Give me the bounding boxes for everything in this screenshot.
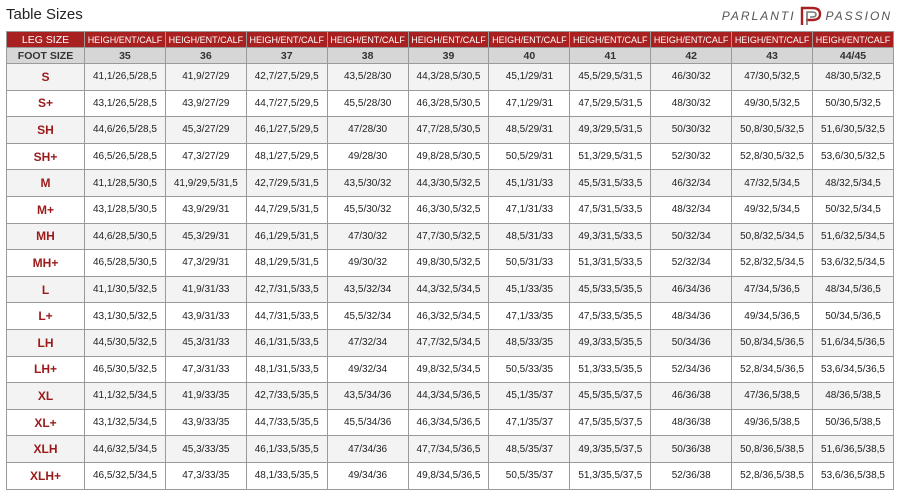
measurement-cell: 46,5/30,5/32,5 <box>85 356 166 383</box>
measurement-cell: 44,3/32,5/34,5 <box>408 276 489 303</box>
measurement-cell: 48/30,5/32,5 <box>813 64 894 91</box>
measurement-cell: 48/34,5/36,5 <box>813 276 894 303</box>
measurement-cell: 45,5/34/36 <box>327 409 408 436</box>
leg-size-cell: XL+ <box>7 409 85 436</box>
measurement-cell: 43,1/26,5/28,5 <box>85 90 166 117</box>
measurement-cell: 44,6/32,5/34,5 <box>85 436 166 463</box>
measurement-cell: 49/36,5/38,5 <box>732 409 813 436</box>
measurement-cell: 53,6/36,5/38,5 <box>813 462 894 489</box>
leg-size-cell: L+ <box>7 303 85 330</box>
leg-size-cell: XLH <box>7 436 85 463</box>
measurement-cell: 44,3/28,5/30,5 <box>408 64 489 91</box>
measurement-cell: 44,6/28,5/30,5 <box>85 223 166 250</box>
measurement-cell: 47,7/32,5/34,5 <box>408 329 489 356</box>
measurement-cell: 48,5/31/33 <box>489 223 570 250</box>
measurement-column-header: HEIGH/ENT/CALF <box>327 32 408 48</box>
measurement-column-header: HEIGH/ENT/CALF <box>85 32 166 48</box>
measurement-cell: 45,5/28/30 <box>327 90 408 117</box>
measurement-cell: 46,5/32,5/34,5 <box>85 462 166 489</box>
measurement-cell: 43,1/28,5/30,5 <box>85 196 166 223</box>
measurement-cell: 47,1/33/35 <box>489 303 570 330</box>
measurement-cell: 43,5/34/36 <box>327 383 408 410</box>
measurement-cell: 50/32/34 <box>651 223 732 250</box>
measurement-cell: 45,3/33/35 <box>165 436 246 463</box>
measurement-cell: 52,8/34,5/36,5 <box>732 356 813 383</box>
measurement-cell: 43,1/32,5/34,5 <box>85 409 166 436</box>
leg-size-cell: SH <box>7 117 85 144</box>
measurement-cell: 47,7/30,5/32,5 <box>408 223 489 250</box>
measurement-cell: 45,3/29/31 <box>165 223 246 250</box>
measurement-cell: 47,7/28,5/30,5 <box>408 117 489 144</box>
measurement-column-header: HEIGH/ENT/CALF <box>570 32 651 48</box>
measurement-cell: 48/34/36 <box>651 303 732 330</box>
leg-size-cell: SH+ <box>7 143 85 170</box>
measurement-cell: 50,8/32,5/34,5 <box>732 223 813 250</box>
measurement-cell: 46,1/27,5/29,5 <box>246 117 327 144</box>
measurement-cell: 49,8/28,5/30,5 <box>408 143 489 170</box>
measurement-cell: 50,8/36,5/38,5 <box>732 436 813 463</box>
leg-size-cell: LH+ <box>7 356 85 383</box>
measurement-cell: 48,5/29/31 <box>489 117 570 144</box>
measurement-column-header: HEIGH/ENT/CALF <box>408 32 489 48</box>
table-row <box>7 196 894 223</box>
measurement-cell: 51,3/35,5/37,5 <box>570 462 651 489</box>
measurement-cell: 45,3/31/33 <box>165 329 246 356</box>
measurement-column-header: HEIGH/ENT/CALF <box>246 32 327 48</box>
measurement-cell: 47,5/29,5/31,5 <box>570 90 651 117</box>
measurement-cell: 50/34,5/36,5 <box>813 303 894 330</box>
measurement-cell: 50/36,5/38,5 <box>813 409 894 436</box>
measurement-cell: 44,3/34,5/36,5 <box>408 383 489 410</box>
table-row <box>7 64 894 91</box>
measurement-cell: 47,1/29/31 <box>489 90 570 117</box>
measurement-cell: 49,8/32,5/34,5 <box>408 356 489 383</box>
measurement-cell: 52,8/36,5/38,5 <box>732 462 813 489</box>
measurement-cell: 43,5/32/34 <box>327 276 408 303</box>
measurement-cell: 46/32/34 <box>651 170 732 197</box>
measurement-cell: 45,5/30/32 <box>327 196 408 223</box>
leg-size-cell: XL <box>7 383 85 410</box>
measurement-cell: 49/28/30 <box>327 143 408 170</box>
measurement-cell: 49/30/32 <box>327 250 408 277</box>
measurement-cell: 53,6/32,5/34,5 <box>813 250 894 277</box>
foot-size-column-header: 39 <box>408 48 489 64</box>
table-row <box>7 409 894 436</box>
leg-size-cell: M+ <box>7 196 85 223</box>
measurement-cell: 49,3/31,5/33,5 <box>570 223 651 250</box>
table-row <box>7 329 894 356</box>
measurement-cell: 45,5/35,5/37,5 <box>570 383 651 410</box>
logo-text-right: PASSION <box>825 9 892 23</box>
measurement-cell: 50/32,5/34,5 <box>813 196 894 223</box>
measurement-cell: 52,8/30,5/32,5 <box>732 143 813 170</box>
measurement-cell: 47,3/31/33 <box>165 356 246 383</box>
foot-size-column-header: 36 <box>165 48 246 64</box>
table-row <box>7 276 894 303</box>
measurement-cell: 51,6/30,5/32,5 <box>813 117 894 144</box>
measurement-cell: 46,3/28,5/30,5 <box>408 90 489 117</box>
measurement-cell: 44,6/26,5/28,5 <box>85 117 166 144</box>
measurement-cell: 46,5/28,5/30,5 <box>85 250 166 277</box>
measurement-cell: 43,1/30,5/32,5 <box>85 303 166 330</box>
measurement-cell: 48/36,5/38,5 <box>813 383 894 410</box>
measurement-cell: 42,7/31,5/33,5 <box>246 276 327 303</box>
measurement-cell: 48/36/38 <box>651 409 732 436</box>
table-row <box>7 356 894 383</box>
table-row <box>7 223 894 250</box>
measurement-cell: 51,6/32,5/34,5 <box>813 223 894 250</box>
measurement-column-header: HEIGH/ENT/CALF <box>813 32 894 48</box>
measurement-cell: 47,1/35/37 <box>489 409 570 436</box>
measurement-cell: 49,8/30,5/32,5 <box>408 250 489 277</box>
measurement-cell: 44,5/30,5/32,5 <box>85 329 166 356</box>
measurement-cell: 47,3/27/29 <box>165 143 246 170</box>
measurement-cell: 47,5/31,5/33,5 <box>570 196 651 223</box>
measurement-cell: 50/36/38 <box>651 436 732 463</box>
measurement-cell: 48,1/27,5/29,5 <box>246 143 327 170</box>
measurement-cell: 48/30/32 <box>651 90 732 117</box>
measurement-column-header: HEIGH/ENT/CALF <box>651 32 732 48</box>
measurement-cell: 41,9/29,5/31,5 <box>165 170 246 197</box>
measurement-cell: 43,9/31/33 <box>165 303 246 330</box>
measurement-cell: 50,5/31/33 <box>489 250 570 277</box>
measurement-cell: 46,1/29,5/31,5 <box>246 223 327 250</box>
table-row <box>7 303 894 330</box>
measurement-cell: 44,3/30,5/32,5 <box>408 170 489 197</box>
measurement-cell: 48,1/31,5/33,5 <box>246 356 327 383</box>
measurement-cell: 47/34,5/36,5 <box>732 276 813 303</box>
measurement-cell: 53,6/30,5/32,5 <box>813 143 894 170</box>
foot-size-column-header: 37 <box>246 48 327 64</box>
measurement-cell: 47/36,5/38,5 <box>732 383 813 410</box>
measurement-cell: 50,5/33/35 <box>489 356 570 383</box>
measurement-cell: 49,3/33,5/35,5 <box>570 329 651 356</box>
measurement-cell: 46,1/33,5/35,5 <box>246 436 327 463</box>
measurement-cell: 46,1/31,5/33,5 <box>246 329 327 356</box>
measurement-cell: 47,3/33/35 <box>165 462 246 489</box>
leg-size-header: LEG SIZE <box>7 32 85 48</box>
measurement-cell: 43,5/30/32 <box>327 170 408 197</box>
leg-size-cell: S <box>7 64 85 91</box>
brand-logo <box>722 8 892 24</box>
logo-text-left: PARLANTI <box>721 9 796 23</box>
measurement-cell: 49/32,5/34,5 <box>732 196 813 223</box>
measurement-cell: 46/36/38 <box>651 383 732 410</box>
foot-size-column-header: 42 <box>651 48 732 64</box>
measurement-cell: 46,3/34,5/36,5 <box>408 409 489 436</box>
measurement-cell: 50/30,5/32,5 <box>813 90 894 117</box>
measurement-cell: 42,7/27,5/29,5 <box>246 64 327 91</box>
measurement-cell: 47,1/31/33 <box>489 196 570 223</box>
measurement-cell: 52/32/34 <box>651 250 732 277</box>
measurement-cell: 52,8/32,5/34,5 <box>732 250 813 277</box>
measurement-cell: 41,1/26,5/28,5 <box>85 64 166 91</box>
measurement-cell: 41,1/28,5/30,5 <box>85 170 166 197</box>
foot-size-column-header: 41 <box>570 48 651 64</box>
measurement-cell: 41,9/27/29 <box>165 64 246 91</box>
measurement-cell: 46,5/26,5/28,5 <box>85 143 166 170</box>
measurement-cell: 47,5/33,5/35,5 <box>570 303 651 330</box>
table-row <box>7 383 894 410</box>
foot-size-column-header: 44/45 <box>813 48 894 64</box>
leg-size-cell: L <box>7 276 85 303</box>
measurement-cell: 50,5/29/31 <box>489 143 570 170</box>
measurement-cell: 41,1/32,5/34,5 <box>85 383 166 410</box>
measurement-cell: 48,1/29,5/31,5 <box>246 250 327 277</box>
table-row <box>7 250 894 277</box>
foot-size-header-row <box>7 48 894 64</box>
measurement-cell: 50/34/36 <box>651 329 732 356</box>
measurement-cell: 47,7/34,5/36,5 <box>408 436 489 463</box>
leg-size-cell: XLH+ <box>7 462 85 489</box>
measurement-cell: 41,9/33/35 <box>165 383 246 410</box>
table-row <box>7 143 894 170</box>
foot-size-header: FOOT SIZE <box>7 48 85 64</box>
measurement-cell: 52/30/32 <box>651 143 732 170</box>
measurement-cell: 44,7/31,5/33,5 <box>246 303 327 330</box>
measurement-cell: 50,8/34,5/36,5 <box>732 329 813 356</box>
measurement-cell: 46/30/32 <box>651 64 732 91</box>
measurement-cell: 48/32/34 <box>651 196 732 223</box>
leg-size-cell: S+ <box>7 90 85 117</box>
measurement-cell: 47/34/36 <box>327 436 408 463</box>
measurement-cell: 45,5/31,5/33,5 <box>570 170 651 197</box>
table-row <box>7 117 894 144</box>
measurement-column-header: HEIGH/ENT/CALF <box>165 32 246 48</box>
foot-size-column-header: 38 <box>327 48 408 64</box>
measurement-cell: 49,3/35,5/37,5 <box>570 436 651 463</box>
measurement-cell: 52/34/36 <box>651 356 732 383</box>
measurement-cell: 46,3/30,5/32,5 <box>408 196 489 223</box>
measurement-cell: 47/30/32 <box>327 223 408 250</box>
measurement-cell: 50,5/35/37 <box>489 462 570 489</box>
measurement-cell: 46,3/32,5/34,5 <box>408 303 489 330</box>
table-row <box>7 170 894 197</box>
measurement-cell: 49/34,5/36,5 <box>732 303 813 330</box>
table-row <box>7 462 894 489</box>
measurement-cell: 44,7/27,5/29,5 <box>246 90 327 117</box>
leg-size-cell: MH <box>7 223 85 250</box>
table-row <box>7 90 894 117</box>
measurement-cell: 43,5/28/30 <box>327 64 408 91</box>
measurement-cell: 51,3/33,5/35,5 <box>570 356 651 383</box>
logo-mark-icon <box>798 5 824 27</box>
measurement-cell: 50,8/30,5/32,5 <box>732 117 813 144</box>
measurement-column-header: HEIGH/ENT/CALF <box>732 32 813 48</box>
measurement-cell: 49,8/34,5/36,5 <box>408 462 489 489</box>
measurement-cell: 42,7/33,5/35,5 <box>246 383 327 410</box>
measurement-cell: 46/34/36 <box>651 276 732 303</box>
measurement-cell: 43,9/29/31 <box>165 196 246 223</box>
measurement-cell: 47/30,5/32,5 <box>732 64 813 91</box>
measurement-cell: 45,1/29/31 <box>489 64 570 91</box>
table-row <box>7 436 894 463</box>
foot-size-column-header: 40 <box>489 48 570 64</box>
measurement-cell: 45,1/33/35 <box>489 276 570 303</box>
measurement-cell: 44,7/33,5/35,5 <box>246 409 327 436</box>
measurement-cell: 45,1/31/33 <box>489 170 570 197</box>
measurement-cell: 51,6/36,5/38,5 <box>813 436 894 463</box>
page-title: Table Sizes <box>6 6 83 23</box>
measurement-cell: 51,3/29,5/31,5 <box>570 143 651 170</box>
measurement-cell: 53,6/34,5/36,5 <box>813 356 894 383</box>
measurement-cell: 42,7/29,5/31,5 <box>246 170 327 197</box>
measurement-cell: 41,9/31/33 <box>165 276 246 303</box>
foot-size-column-header: 43 <box>732 48 813 64</box>
measurement-cell: 45,5/33,5/35,5 <box>570 276 651 303</box>
measurement-cell: 45,1/35/37 <box>489 383 570 410</box>
measurement-cell: 45,5/29,5/31,5 <box>570 64 651 91</box>
measurement-column-header: HEIGH/ENT/CALF <box>489 32 570 48</box>
measurement-cell: 49,3/29,5/31,5 <box>570 117 651 144</box>
measurement-cell: 49/32/34 <box>327 356 408 383</box>
measurement-cell: 48,5/35/37 <box>489 436 570 463</box>
measurement-cell: 50/30/32 <box>651 117 732 144</box>
measurement-cell: 47/32/34 <box>327 329 408 356</box>
measurement-cell: 47/28/30 <box>327 117 408 144</box>
measurement-cell: 47,5/35,5/37,5 <box>570 409 651 436</box>
leg-size-cell: MH+ <box>7 250 85 277</box>
measurement-cell: 52/36/38 <box>651 462 732 489</box>
measurement-cell: 43,9/33/35 <box>165 409 246 436</box>
size-table <box>6 31 894 490</box>
measurement-cell: 45,5/32/34 <box>327 303 408 330</box>
leg-size-cell: M <box>7 170 85 197</box>
measurement-cell: 41,1/30,5/32,5 <box>85 276 166 303</box>
measurement-cell: 49/34/36 <box>327 462 408 489</box>
leg-size-cell: LH <box>7 329 85 356</box>
measurement-cell: 48/32,5/34,5 <box>813 170 894 197</box>
measurement-cell: 51,3/31,5/33,5 <box>570 250 651 277</box>
foot-size-column-header: 35 <box>85 48 166 64</box>
measurement-cell: 47,3/29/31 <box>165 250 246 277</box>
measurement-header-row <box>7 32 894 48</box>
measurement-cell: 49/30,5/32,5 <box>732 90 813 117</box>
measurement-cell: 51,6/34,5/36,5 <box>813 329 894 356</box>
measurement-cell: 48,1/33,5/35,5 <box>246 462 327 489</box>
measurement-cell: 47/32,5/34,5 <box>732 170 813 197</box>
measurement-cell: 43,9/27/29 <box>165 90 246 117</box>
measurement-cell: 45,3/27/29 <box>165 117 246 144</box>
measurement-cell: 48,5/33/35 <box>489 329 570 356</box>
measurement-cell: 44,7/29,5/31,5 <box>246 196 327 223</box>
